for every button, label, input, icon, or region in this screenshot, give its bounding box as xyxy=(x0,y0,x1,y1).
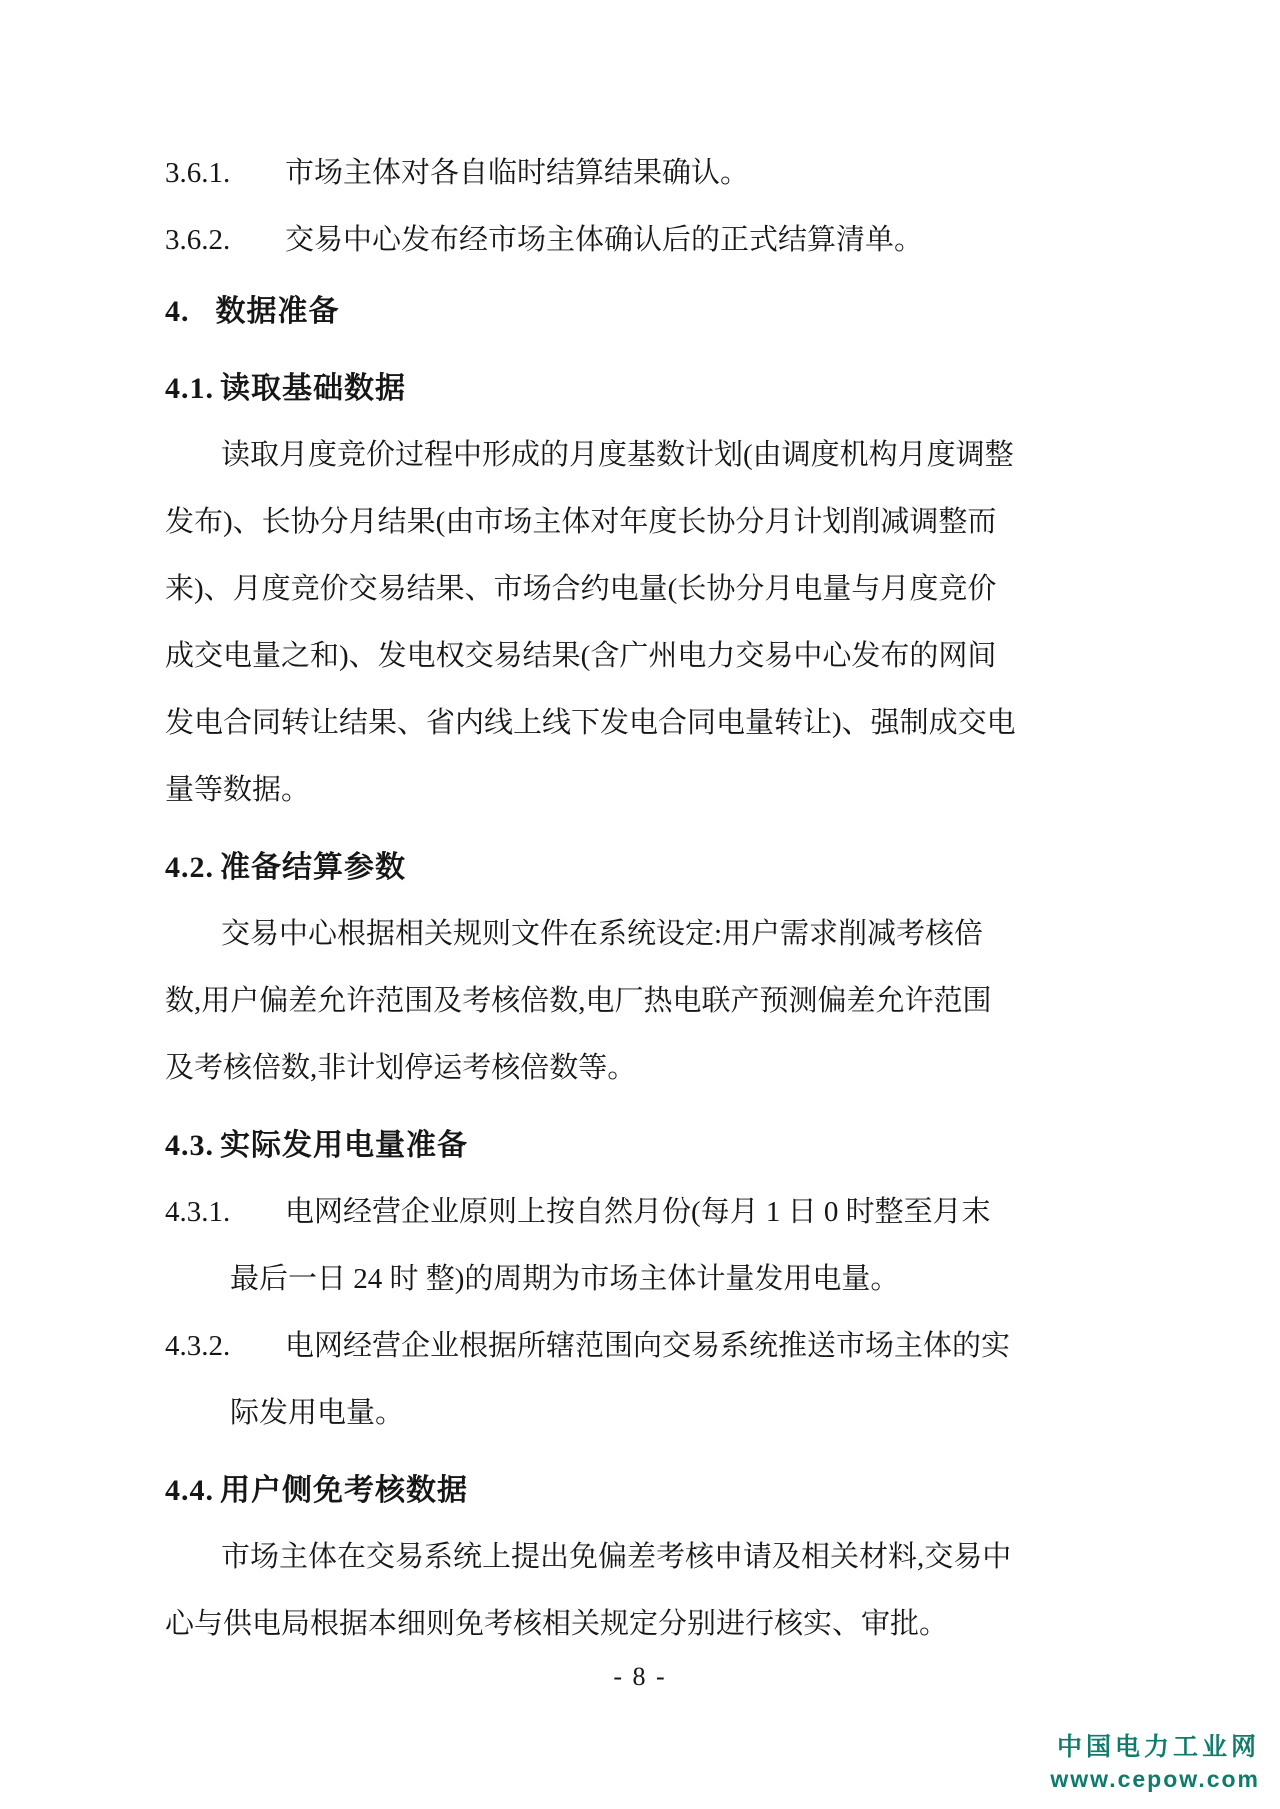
section-heading xyxy=(165,355,1065,422)
clause-line xyxy=(165,140,1065,207)
section-title: 准备结算参数 xyxy=(220,851,406,884)
paragraph-line: 及考核倍数,非计划停运考核倍数等。 xyxy=(165,1052,637,1084)
paragraph-line: 来)、月度竞价交易结果、市场合约电量(长协分月电量与月度竞价 xyxy=(165,573,997,605)
clause-line: 际发用电量。 xyxy=(230,1397,405,1429)
section-heading xyxy=(165,278,1065,345)
section-number: 4.4. xyxy=(165,1474,214,1507)
clause-text: 电网经营企业原则上按自然月份(每月 1 日 0 时整至月末 xyxy=(285,1196,991,1228)
clause-number: 4.3.1. xyxy=(165,1196,231,1228)
clause-text: 市场主体对各自临时结算结果确认。 xyxy=(285,157,750,189)
section-heading xyxy=(165,834,1065,901)
clause-line xyxy=(165,1313,1065,1380)
paragraph-line: 量等数据。 xyxy=(165,774,311,806)
section-number: 4.3. xyxy=(165,1129,214,1162)
section-title: 读取基础数据 xyxy=(220,372,406,405)
paragraph-line: 发电合同转让结果、省内线上线下发电合同电量转让)、强制成交电 xyxy=(165,707,1016,739)
document-body xyxy=(165,140,1065,1658)
watermark-site-url: www.cepow.com xyxy=(1050,1766,1260,1792)
paragraph-line: 读取月度竞价过程中形成的月度基数计划(由调度机构月度调整 xyxy=(221,439,1014,471)
watermark xyxy=(1050,1732,1260,1794)
paragraph-line: 交易中心根据相关规则文件在系统设定:用户需求削减考核倍 xyxy=(221,918,984,950)
section-number: 4.2. xyxy=(165,851,214,884)
section-title: 实际发用电量准备 xyxy=(220,1129,468,1162)
clause-line: 最后一日 24 时 整)的周期为市场主体计量发用电量。 xyxy=(230,1263,900,1295)
clause-text: 电网经营企业根据所辖范围向交易系统推送市场主体的实 xyxy=(285,1330,1011,1362)
clause-number: 3.6.1. xyxy=(165,157,231,189)
page-number: - 8 - xyxy=(613,1662,667,1691)
section-title: 数据准备 xyxy=(215,295,340,328)
clause-text: 交易中心发布经市场主体确认后的正式结算清单。 xyxy=(285,224,924,256)
section-number: 4.1. xyxy=(165,372,214,405)
watermark-site-name: 中国电力工业网 xyxy=(1056,1733,1260,1761)
clause-number: 4.3.2. xyxy=(165,1330,231,1362)
section-heading xyxy=(165,1457,1065,1524)
paragraph-line: 心与供电局根据本细则免考核相关规定分别进行核实、审批。 xyxy=(165,1608,949,1640)
clause-number: 3.6.2. xyxy=(165,224,231,256)
paragraph-line: 市场主体在交易系统上提出免偏差考核申请及相关材料,交易中 xyxy=(221,1541,1012,1573)
section-number: 4. xyxy=(165,295,190,328)
clause-line xyxy=(165,207,1065,274)
paragraph-line: 成交电量之和)、发电权交易结果(含广州电力交易中心发布的网间 xyxy=(165,640,997,672)
section-heading xyxy=(165,1112,1065,1179)
section-title: 用户侧免考核数据 xyxy=(220,1474,468,1507)
paragraph-line: 发布)、长协分月结果(由市场主体对年度长协分月计划削减调整而 xyxy=(165,506,997,538)
clause-line xyxy=(165,1179,1065,1246)
paragraph-line: 数,用户偏差允许范围及考核倍数,电厂热电联产预测偏差允许范围 xyxy=(165,985,992,1017)
